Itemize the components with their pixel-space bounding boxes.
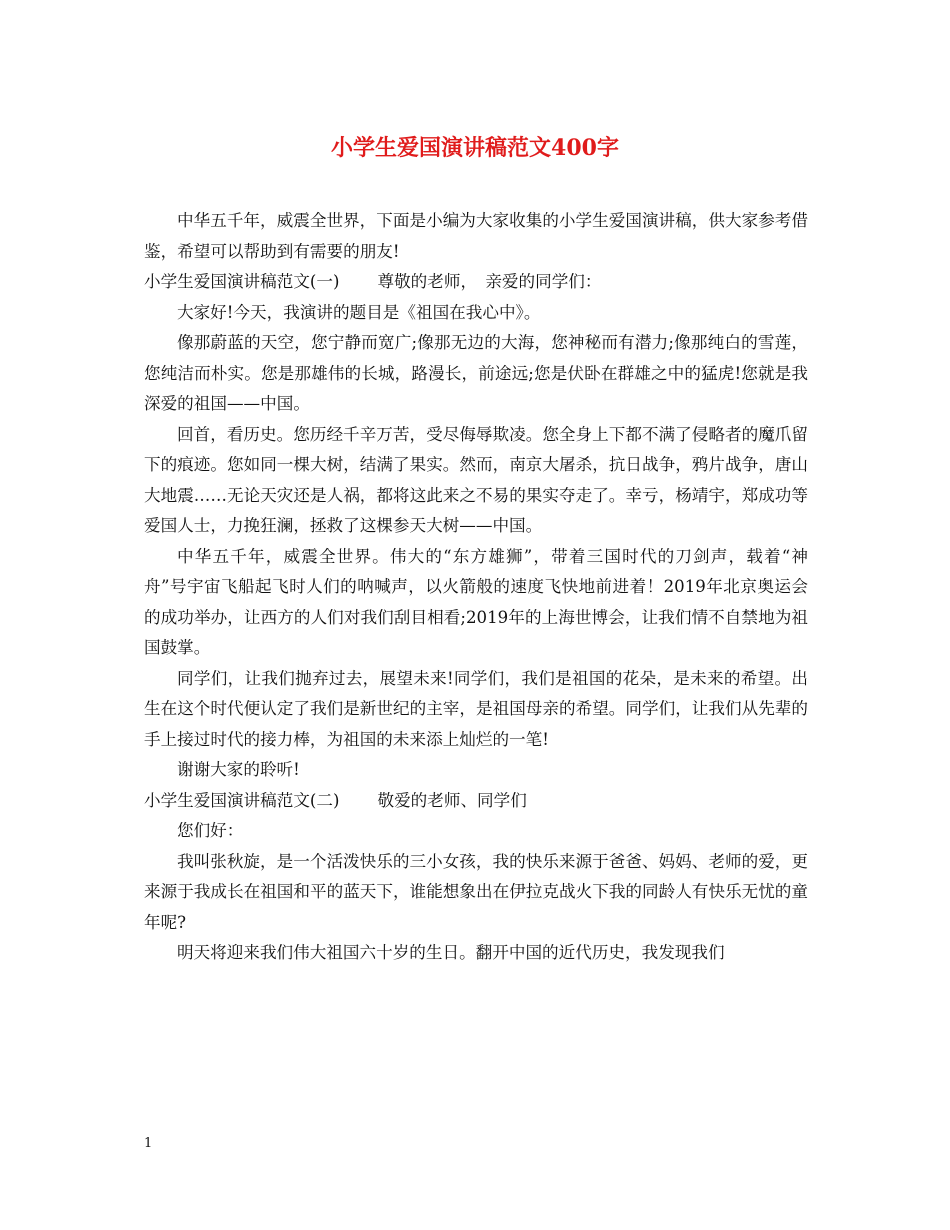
body-paragraph: 大家好!今天，我演讲的题目是《祖国在我心中》。 xyxy=(177,302,541,322)
section-heading-text: 小学生爱国演讲稿范文(一) xyxy=(144,272,340,291)
document-title: 小学生爱国演讲稿范文400字 xyxy=(331,135,619,161)
body-paragraph: 谢谢大家的聆听! xyxy=(177,760,300,779)
body-paragraph: 像那蔚蓝的天空，您宁静而宽广;像那无边的大海，您神秘而有潜力;像那纯白的雪莲，您纯洁而朴实。您是那雄伟的长城，路漫长，前途远;您是伏卧在群雄之中的猛虎!您就是我深爱的祖国——中国。 xyxy=(144,333,808,413)
body-paragraph: 回首，看历史。您历经千辛万苦，受尽侮辱欺凌。您全身上下都不满了侵略者的魔爪留下的痕迹。您如同一棵大树，结满了果实。然而，南京大屠杀，抗日战争，鸦片战争，唐山大地震……无论天灾还是人祸，都将这此来之不易的果实夺走了。幸亏，杨靖宇，郑成功等爱国人士，力挽狂澜，拯救了这棵参天大树——中国。 xyxy=(144,424,808,535)
page-number: 1 xyxy=(144,1136,153,1151)
section-heading-text: 小学生爱国演讲稿范文(二) xyxy=(144,790,340,810)
body-paragraph: 中华五千年，威震全世界。伟大的“东方雄狮”，带着三国时代的刀剑声，载着“神舟”号宇宙飞船起飞时人们的呐喊声，以火箭般的速度飞快地前进着！2019年北京奥运会的成功举办，让西方的人们对我们刮目相看;2019年的上海世博会，让我们情不自禁地为祖国鼓掌。 xyxy=(144,546,808,657)
section-heading xyxy=(144,786,808,817)
body-paragraph: 同学们，让我们抛弃过去，展望未来!同学们，我们是祖国的花朵，是未来的希望。出生在这个时代便认定了我们是新世纪的主宰，是祖国母亲的希望。同学们，让我们从先辈的手上接过时代的接力棒，为祖国的未来添上灿烂的一笔! xyxy=(144,668,808,749)
body-paragraph: 明天将迎来我们伟大祖国六十岁的生日。翻开中国的近代历史，我发现我们 xyxy=(177,943,725,962)
salutation-text: 敬爱的老师、同学们 xyxy=(377,790,527,810)
section-heading xyxy=(144,267,808,298)
salutation-text: 尊敬的老师， 亲爱的同学们： xyxy=(377,272,602,291)
document-body xyxy=(144,206,808,969)
body-paragraph: 中华五千年，威震全世界，下面是小编为大家收集的小学生爱国演讲稿，供大家参考借鉴，希望可以帮助到有需要的朋友! xyxy=(144,211,808,261)
body-paragraph: 您们好： xyxy=(177,821,244,840)
body-paragraph: 我叫张秋旋，是一个活泼快乐的三小女孩，我的快乐来源于爸爸、妈妈、老师的爱，更来源于我成长在祖国和平的蓝天下，谁能想象出在伊拉克战火下我的同龄人有快乐无忧的童年呢? xyxy=(144,851,808,932)
